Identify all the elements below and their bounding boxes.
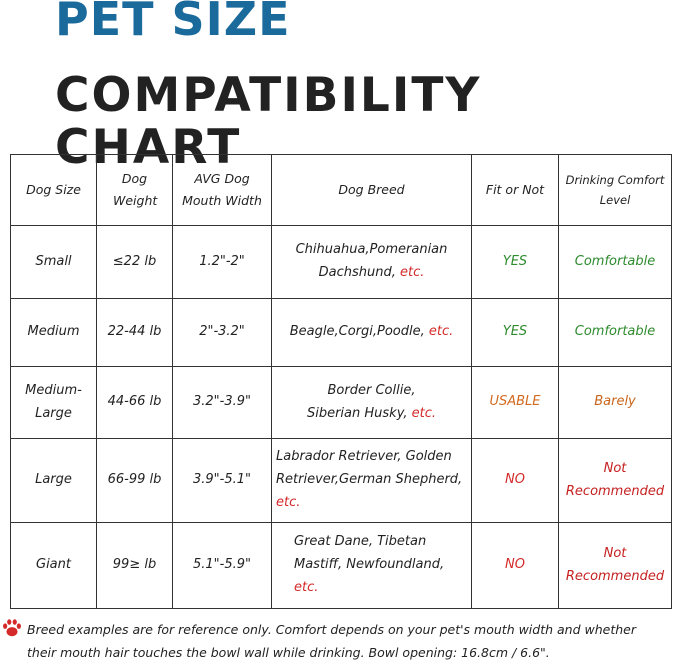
table-row [11, 299, 672, 367]
breed-text: Border Collie, Siberian Husky, [306, 382, 416, 421]
footnote [0, 618, 679, 664]
cell-size: Large [11, 439, 97, 523]
header-fit: Fit or Not [472, 155, 559, 226]
breed-text: Labrador Retriever, Golden Retriever,German Shepherd, [276, 449, 463, 488]
compatibility-table [10, 154, 672, 609]
header-comfort: Drinking Comfort Level [559, 155, 672, 226]
cell-breed [272, 439, 472, 523]
table-row [11, 439, 672, 523]
cell-mouth: 3.9"-5.1" [173, 439, 272, 523]
cell-breed [272, 367, 472, 439]
etc-label: etc. [400, 265, 425, 280]
cell-fit: YES [472, 299, 559, 367]
cell-mouth: 2"-3.2" [173, 299, 272, 367]
cell-comfort: Not Recommended [559, 523, 672, 609]
cell-comfort: Comfortable [559, 226, 672, 299]
cell-size: Small [11, 226, 97, 299]
cell-mouth: 1.2"-2" [173, 226, 272, 299]
footnote-line2: their mouth hair touches the bowl wall while drinking. Bowl opening: 16.8cm / 6.6". [27, 645, 550, 660]
chart-title-line2: COMPATIBILITY CHART [55, 68, 482, 175]
table-row [11, 226, 672, 299]
header-row [11, 155, 672, 226]
breed-text: Beagle,Corgi,Poodle, [289, 324, 425, 340]
cell-comfort: Comfortable [559, 299, 672, 367]
cell-fit: USABLE [472, 367, 559, 439]
table-row [11, 367, 672, 439]
header-mouth-width: AVG Dog Mouth Width [173, 155, 272, 226]
cell-fit: NO [472, 523, 559, 609]
breed-text: Great Dane, Tibetan Mastiff, Newfoundland, [294, 534, 445, 573]
etc-label: etc. [294, 579, 319, 595]
header-dog-weight: Dog Weight [97, 155, 173, 226]
etc-label: etc. [428, 324, 454, 340]
cell-comfort: Not Recommended [559, 439, 672, 523]
cell-fit: YES [472, 226, 559, 299]
cell-fit: NO [472, 439, 559, 523]
chart-title-line1: PET SIZE [55, 0, 291, 46]
cell-weight: 44-66 lb [97, 367, 173, 439]
cell-weight: 66-99 lb [97, 439, 173, 523]
etc-label: etc. [276, 494, 301, 510]
cell-size: Giant [11, 523, 97, 609]
cell-breed [272, 226, 472, 299]
cell-weight: 22-44 lb [97, 299, 173, 367]
cell-weight: ≤22 lb [97, 226, 173, 299]
footnote-line1: Breed examples are for reference only. Comfort depends on your pet's mouth width and whether [27, 622, 636, 637]
cell-comfort: Barely [559, 367, 672, 439]
cell-mouth: 5.1"-5.9" [173, 523, 272, 609]
header-dog-breed: Dog Breed [272, 155, 472, 226]
cell-weight: 99≥ lb [97, 523, 173, 609]
breed-text: Chihuahua,Pomeranian Dachshund, [295, 242, 448, 280]
cell-breed [272, 523, 472, 609]
table-row [11, 523, 672, 609]
etc-label: etc. [411, 405, 437, 421]
cell-breed [272, 299, 472, 367]
cell-size: Medium [11, 299, 97, 367]
cell-mouth: 3.2"-3.9" [173, 367, 272, 439]
cell-size: Medium-Large [11, 367, 97, 439]
header-dog-size: Dog Size [11, 155, 97, 226]
